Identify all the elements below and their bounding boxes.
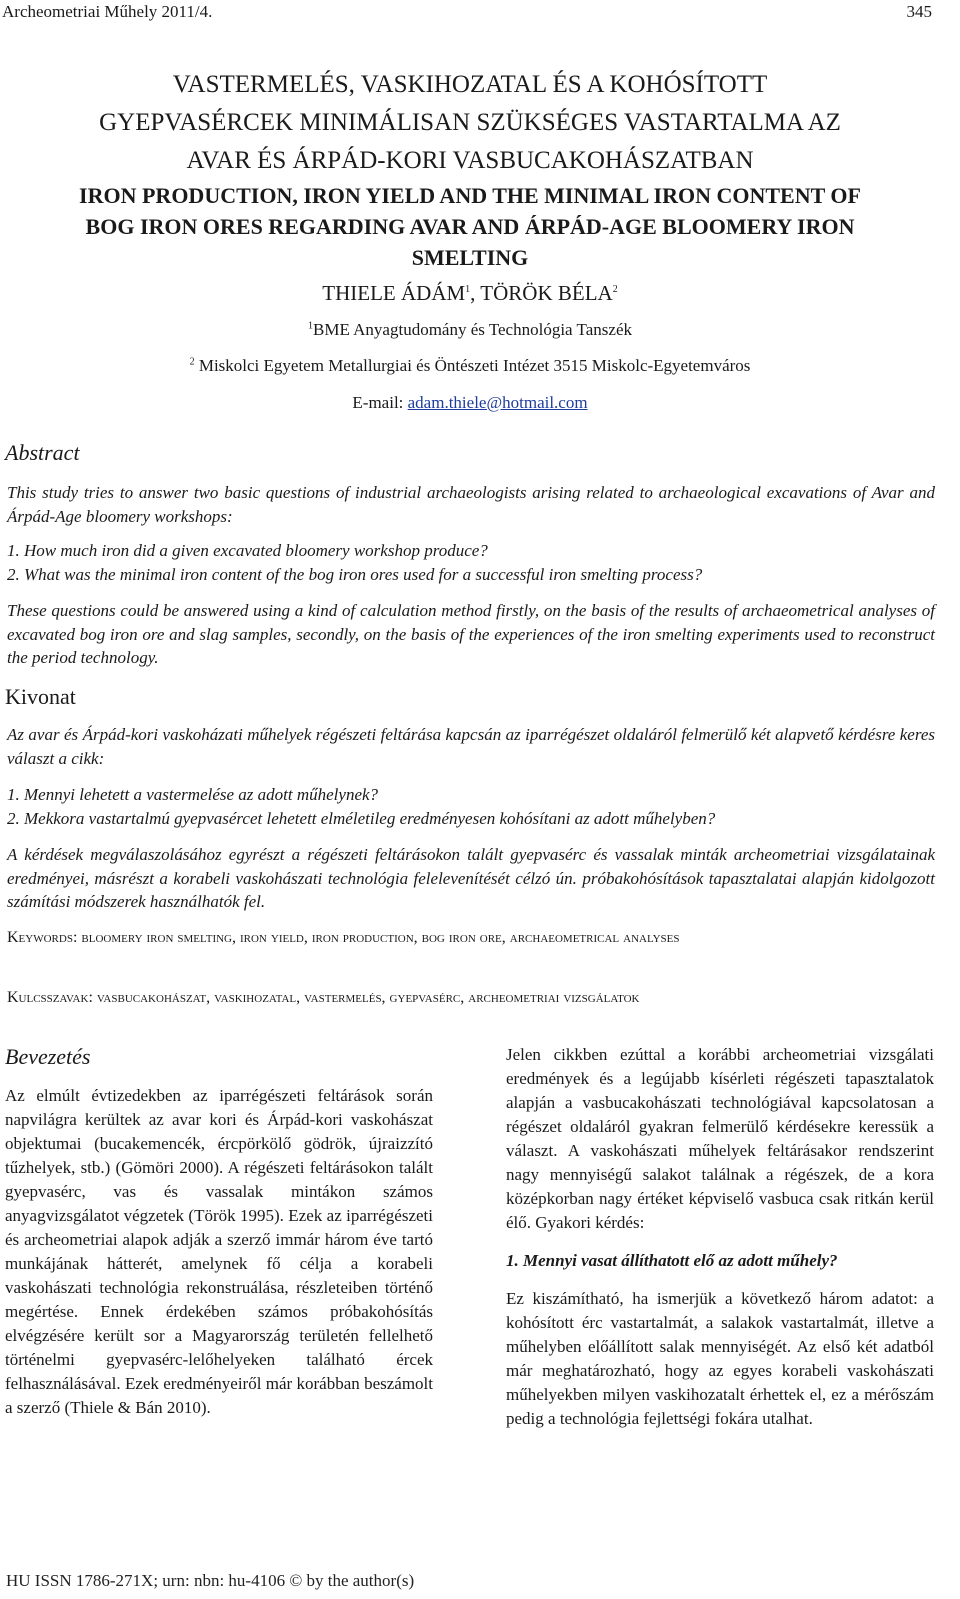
email-label: E-mail: [352, 393, 408, 412]
author-1-sup: 1 [465, 284, 471, 295]
kivonat-question-1: 1. Mennyi lehetett a vastermelése az adott műhelynek? [7, 785, 379, 804]
author-separator: , [470, 281, 481, 305]
title-en-line-2: BOG IRON ORES REGARDING AVAR AND ÁRPÁD-AGE BLOOMERY IRON [85, 214, 855, 239]
authors-line [0, 281, 940, 306]
title-en-line-3: SMELTING [411, 245, 529, 270]
email-link[interactable]: adam.thiele@hotmail.com [407, 393, 588, 412]
abstract-question-2: 2. What was the minimal iron content of the bog iron ores used for a successful iron smelting process? [7, 565, 703, 584]
title-hu-line-2: GYEPVASÉRCEK MINIMÁLISAN SZÜKSÉGES VASTARTALMA AZ [99, 109, 841, 136]
bevezetes-heading: Bevezetés [5, 1044, 91, 1069]
keywords-label: Keywords: [7, 929, 78, 946]
kivonat-heading: Kivonat [5, 684, 76, 709]
email-line [0, 393, 940, 413]
affiliation-1-sup: 1 [308, 320, 313, 332]
journal-title: Archeometriai Műhely 2011/4. [2, 2, 213, 21]
bevezetes-left-column [5, 1084, 433, 1420]
kivonat-intro: Az avar és Árpád-kori vaskoházati műhelyek régészeti feltárása kapcsán az iparrégészet oldaláról felmerülő két alapvető kérdésre keres választ a cikk: [7, 725, 935, 768]
kulcsszavak-label: Kulcsszavak: [7, 989, 93, 1006]
title-en-line-1: IRON PRODUCTION, IRON YIELD AND THE MINIMAL IRON CONTENT OF [79, 183, 861, 208]
kulcsszavak-text: vasbucakohászat, vaskihozatal, vastermelés, gyepvasérc, archeometriai vizsgálatok [96, 989, 640, 1006]
bevezetes-question: 1. Mennyi vasat állíthatott elő az adott műhely? [506, 1251, 838, 1270]
title-hu-line-1: VASTERMELÉS, VASKIHOZATAL ÉS A KOHÓSÍTOTT [172, 71, 768, 98]
bevezetes-right-paragraph-2: Ez kiszámítható, ha ismerjük a következő három adatot: a kohósított érc vastartalmát, a salakok vastartalmát, illetve a műhelyben előállított salak mennyiségét. Az első két adatból már meghatározható, hogy az egyes korabeli vaskohászati műhelyekben milyen vaskihozatalt érhettek el, ez a mérőszám pedig a technológia fejlettségi fokára utalhat. [506, 1289, 934, 1428]
keywords-text: bloomery iron smelting, iron yield, iron production, bog iron ore, archaeometrical analyses [81, 929, 680, 946]
affiliation-2-text: Miskolci Egyetem Metallurgiai és Öntészeti Intézet 3515 Miskolc-Egyetemváros [198, 356, 751, 375]
kulcsszavak [7, 984, 935, 1012]
bevezetes-right-paragraph-1: Jelen cikkben ezúttal a korábbi archeometriai vizsgálati eredmények és a legújabb kísérleti régészeti tapasztalatok alapján a vasbucakohászati technológiával kapcsolatosan a régészet oldaláról gyakran felmerülő kérdésekre keressük a választ. A vaskohászati műhelyek feltárásakor rendszerint nagy mennyiségű salakot találnak a régészek, de a kora középkorban nagy értéket képviselő vasbuca csak ritkán kerül élő. Gyakori kérdés: [506, 1045, 934, 1232]
affiliation-1-text: BME Anyagtudomány és Technológia Tanszék [313, 320, 632, 339]
keywords [7, 924, 935, 952]
author-2-sup: 2 [612, 284, 618, 295]
affiliation-1 [0, 320, 940, 340]
bevezetes-left-paragraph: Az elmúlt évtizedekben az iparrégészeti feltárások során napvilágra kerültek az avar kori és Árpád-kori vaskohászat objektumai (bucakemencék, ércpörkölő gödrök, újraizzító tűzhelyek, stb.) (Gömöri 2000). A régészeti feltárásokon talált gyepvasérc, vas és vassalak mintákon számos anyagvizsgálatot végzetek (Török 1995). Ezek az iparrégészeti és archeometriai alapok adják a szerző immár három éve tartó munkájának hátterét, amelynek fő célja a korabeli vaskohászati technológia rekonstruálása, részleteiben történő megértése. Ennek érdekében számos próbakohósítás elvégzésére került sor a Magyarország területén fellelhető történelmi gyepvasérc-lelőhelyeken található ércek felhasználásával. Ezek eredményeiről már korábban beszámolt a szerző (Thiele & Bán 2010). [5, 1086, 433, 1417]
author-2: TÖRÖK BÉLA [480, 281, 613, 305]
page-number: 345 [906, 2, 932, 21]
affiliation-2 [0, 356, 940, 376]
abstract-intro: This study tries to answer two basic questions of industrial archaeologists arising related to archaeological excavations of Avar and Árpád-Age bloomery workshops: [7, 483, 935, 526]
abstract-question-1: 1. How much iron did a given excavated bloomery workshop produce? [7, 541, 488, 560]
title-hu-line-3: AVAR ÉS ÁRPÁD-KORI VASBUCAKOHÁSZATBAN [186, 147, 754, 174]
affiliation-2-sup: 2 [189, 356, 195, 368]
footer-issn: HU ISSN 1786-271X; urn: nbn: hu-4106 © by the author(s) [6, 1571, 415, 1590]
author-1: THIELE ÁDÁM [322, 281, 466, 305]
title-english [0, 180, 940, 273]
bevezetes-right-column [506, 1043, 934, 1431]
abstract-heading: Abstract [5, 440, 80, 465]
abstract-body: These questions could be answered using a kind of calculation method firstly, on the basis of the results of archaeometrical analyses of excavated bog iron ore and slag samples, secondly, on the basis of the experiences of the iron smelting experiments used to reconstruct the period technology. [7, 601, 935, 667]
kivonat-question-2: 2. Mekkora vastartalmú gyepvasércet lehetett elméletileg eredményesen kohósítani az adott műhelyben? [7, 809, 716, 828]
title-hungarian [0, 66, 940, 180]
kivonat-body: A kérdések megválaszolásához egyrészt a régészeti feltárásokon talált gyepvasérc és vassalak minták archeometriai vizsgálatainak eredményei, másrészt a korabeli vaskohászati technológia felelevenítését célzó ún. próbakohósítások tapasztalatai alapján kidolgozott számítási módszerek használhatók fel. [7, 845, 935, 911]
